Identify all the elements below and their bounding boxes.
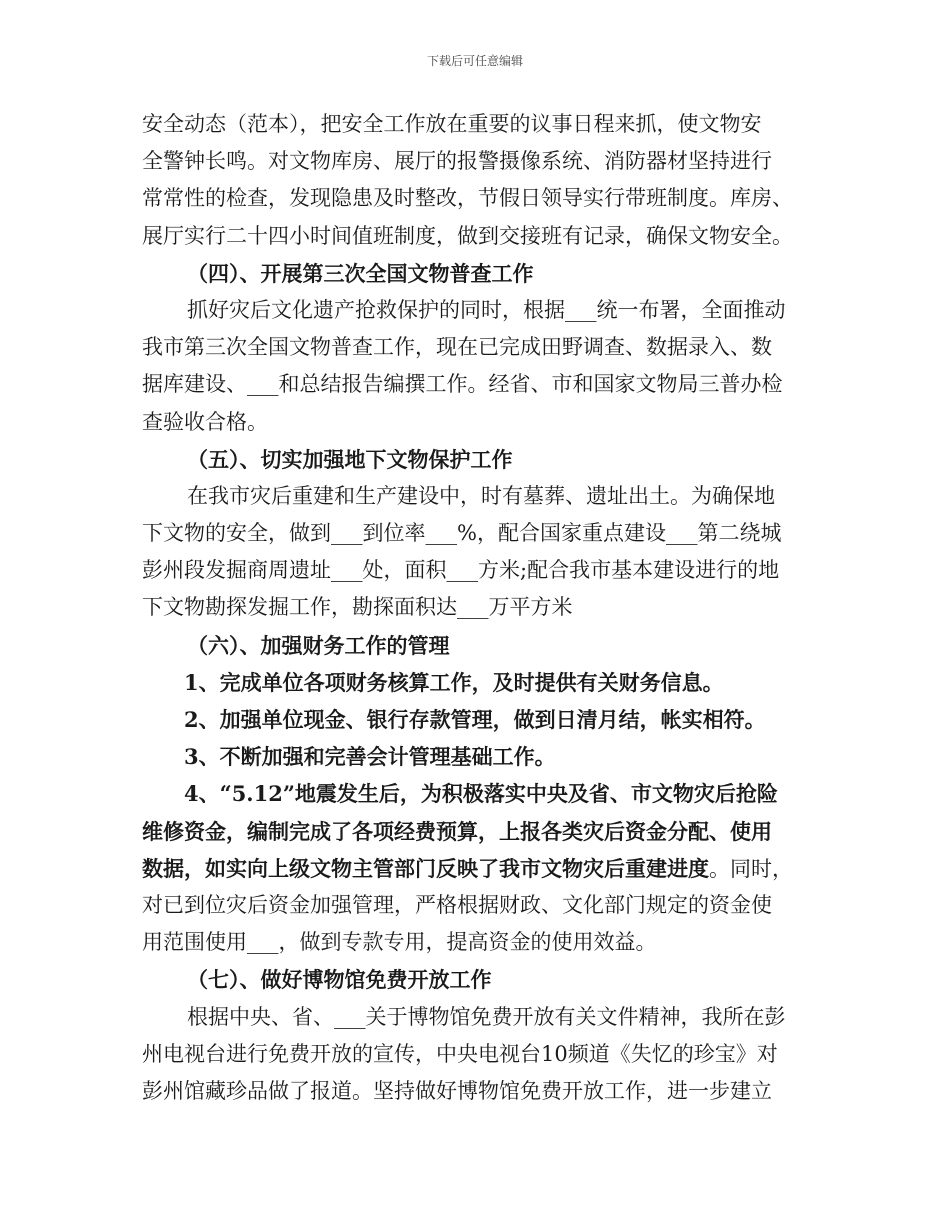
- text-line: 查验收合格。: [142, 409, 268, 434]
- text-line: 3、不断加强和完善会计管理基础工作。: [184, 744, 556, 770]
- text-line: 彭州馆藏珍品做了报道。坚持做好博物馆免费开放工作，进一步建立: [142, 1078, 772, 1103]
- text-line: （七）、做好博物馆免费开放工作: [187, 967, 492, 993]
- text-line: 全警钟长鸣。对文物库房、展厅的报警摄像系统、消防器材坚持进行: [142, 149, 772, 174]
- text-line: （六）、加强财务工作的管理: [187, 632, 450, 658]
- text-line: （五）、切实加强地下文物保护工作: [187, 446, 513, 472]
- text-line: 维修资金，编制完成了各项经费预算，上报各类灾后资金分配、使用: [142, 818, 772, 844]
- text-line-rest: 。同时，: [709, 856, 793, 881]
- text-line: 我市第三次全国文物普查工作，现在已完成田野调查、数据录入、数: [142, 335, 772, 360]
- text-line: 下文物的安全，做到___到位率___%，配合国家重点建设___第二绕城: [142, 521, 782, 546]
- text-line: 抓好灾后文化遗产抢救保护的同时，根据___统一布署，全面推动: [187, 297, 786, 322]
- text-line: [142, 850, 818, 887]
- text-line: 展厅实行二十四小时间值班制度，做到交接班有记录，确保文物安全。: [142, 223, 793, 248]
- text-line: 常常性的检查，发现隐患及时整改，节假日领导实行带班制度。库房、: [142, 186, 793, 211]
- text-line: 2、加强单位现金、银行存款管理，做到日清月结，帐实相符。: [184, 707, 766, 732]
- text-line: （四）、开展第三次全国文物普查工作: [187, 260, 534, 286]
- text-line: 对已到位灾后资金加强管理，严格根据财政、文化部门规定的资金使: [142, 892, 772, 917]
- text-line-bold-part: 数据，如实向上级文物主管部门反映了我市文物灾后重建进度: [142, 855, 709, 881]
- text-line: 根据中央、省、___关于博物馆免费开放有关文件精神，我所在彭: [187, 1004, 786, 1029]
- text-line: 安全动态（范本），把安全工作放在重要的议事日程来抓，使文物安: [142, 112, 762, 136]
- text-line: 据库建设、___和总结报告编撰工作。经省、市和国家文物局三普办检: [142, 372, 783, 397]
- document-body: [142, 106, 818, 1110]
- page-header: 下载后可任意编辑: [426, 54, 523, 68]
- text-line: 用范围使用___，做到专款专用，提高资金的使用效益。: [142, 930, 657, 955]
- text-line: 在我市灾后重建和生产建设中，时有墓葬、遗址出土。为确保地: [187, 483, 775, 508]
- text-line: 彭州段发掘商周遗址___处，面积___方米;配合我市基本建设进行的地: [142, 558, 780, 583]
- text-line: 下文物勘探发掘工作，勘探面积达___万平方米: [142, 595, 573, 620]
- text-line: 4、“5.12”地震发生后，为积极落实中央及省、市文物灾后抢险: [184, 781, 778, 807]
- text-line: 1、完成单位各项财务核算工作，及时提供有关财务信息。: [184, 669, 724, 695]
- text-line: 州电视台进行免费开放的宣传，中央电视台10频道《失忆的珍宝》对: [142, 1041, 778, 1066]
